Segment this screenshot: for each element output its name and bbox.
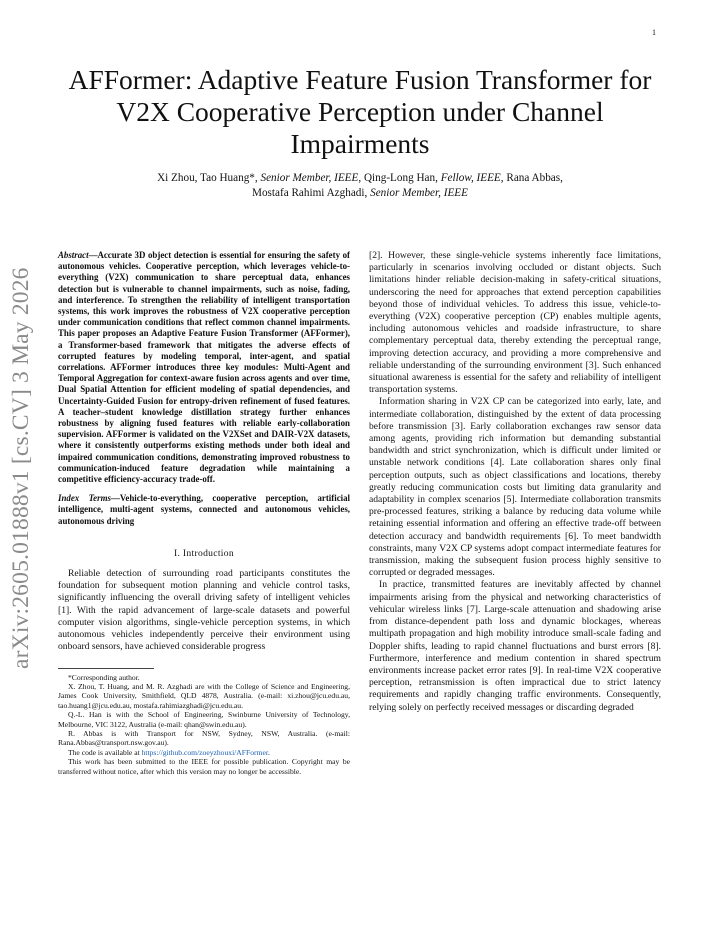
arxiv-identifier: arXiv:2605.01888v1 [cs.CV] 3 May 2026: [8, 267, 34, 669]
footnote-affiliation-2: Q.-L. Han is with the School of Engineering, Swinburne University of Technology, Melbourne, VIC 3122, Australia (e-mail: qhan@swin.edu.au).: [58, 710, 350, 729]
author-names-4: Mostafa Rahimi Azghadi,: [252, 187, 371, 199]
right-paragraph-1: [2]. However, these single-vehicle systems inherently face limitations, particularly in scenarios involving occluded or distant objects. Such limitations hinder reliable decision-making in safety-critical situations, underscoring the need for approaches that extend perception capabilities beyond those of individual vehicles. To address this issue, vehicle-to-everything (V2X) cooperative perception (CP) enables multiple agents, including autonomous vehicles and roadside infrastructure, to share complementary perceptual data, thereby extending the perceptual range, improving detection accuracy, and providing a more comprehensive and reliable understanding of the surrounding environment [3]. Such enhanced situational awareness is essential for the safety and reliability of intelligent transportation systems.: [369, 250, 661, 396]
author-title-2: Fellow, IEEE: [440, 172, 501, 184]
footnote-code-text: The code is available at: [68, 747, 142, 757]
abstract-text: —Accurate 3D object detection is essential for ensuring the safety of autonomous vehicles. Cooperative perception, which leverages vehicle-to-everything (V2X) communication to share perceptual data, enhances detection but is vulnerable to channel impairments, such as noise, fading, and interference. To strengthen the reliability of intelligent transportation systems, this work improves the robustness of V2X cooperative perception under communication conditions that reflect common channel impairments. This paper proposes an Adaptive Feature Fusion Transformer (AFFormer), a Transformer-based framework that mitigates the adverse effects of corrupted features by modeling temporal, inter-agent, and spatial correlations. AFFormer introduces three key modules: Multi-Agent and Temporal Aggregation for context-aware fusion across agents and over time, Dual Spatial Attention for efficient modeling of spatial dependencies, and Uncertainty-Guided Fusion for entropy-driven refinement of fused features. A teacher–student knowledge distillation strategy further enhances robustness by aligning fused features with reliable early-collaboration supervision. AFFormer is validated on the V2XSet and DAIR-V2X datasets, where it consistently outperforms existing methods under both ideal and impaired communication conditions, demonstrating improved robustness to communication-induced feature degradation while maintaining a competitive efficiency-accuracy trade-off.: [58, 250, 350, 485]
paper-title: AFFormer: Adaptive Feature Fusion Transformer for V2X Cooperative Perception under Channel Impairments: [68, 64, 652, 159]
intro-paragraph: Reliable detection of surrounding road participants constitutes the foundation for subsequent motion planning and vehicle control tasks, significantly influencing the overall driving safety of intelligent vehicles [1]. With the rapid advancement of large-scale datasets and powerful computer vision algorithms, single-vehicle perception systems, in which autonomous vehicles independently perceive their environment using onboard sensors, have achieved considerable progress: [58, 568, 350, 653]
footnote-affiliation-3: R. Abbas is with Transport for NSW, Sydney, NSW, Australia. (e-mail: Rana.Abbas@transport.nsw.gov.au).: [58, 728, 350, 748]
index-terms-lead: Index Terms: [58, 493, 111, 504]
author-names-1: Xi Zhou, Tao Huang*,: [157, 172, 261, 184]
right-paragraph-3: In practice, transmitted features are inevitably affected by channel impairments arising from the physical and networking characteristics of vehicular wireless links [7]. Large-scale attenuation and shadowing arise from distance-dependent path loss and dynamic blockages, whereas multipath propagation and high mobility introduce small-scale fading and Doppler shifts, leading to rapid channel fluctuations and burst errors [8]. Furthermore, interference and medium contention in shared spectrum environments increase packet error rates [9]. In real-time V2X cooperative perception, retransmission is often impractical due to strict latency requirements and rapidly changing traffic environments. Consequently, relying solely on perfectly received messages or discarding degraded: [369, 579, 661, 713]
right-paragraph-2: Information sharing in V2X CP can be categorized into early, late, and intermediate collaboration, distinguished by the extent of data processing before transmission [3]. Early collaboration exchanges raw sensor data among agents, providing rich information but demanding substantial bandwidth and strict synchronization, which is difficult under limited or unstable network conditions [4]. Late collaboration shares only final perception outputs, such as object classifications and locations, thereby greatly reducing communication costs but limiting data granularity and adaptability in complex scenarios [5]. Intermediate collaboration transmits pre-processed features, striking a balance by reducing data volume while retaining essential information and offering an effective trade-off between detection accuracy and bandwidth requirements [6]. To meet bandwidth constraints, many V2X CP systems adopt compact intermediate features for transmission, making the subsequent fusion process highly sensitive to corrupted or degraded messages.: [369, 396, 661, 579]
footnote-divider: [58, 668, 154, 669]
footnote-corresponding: *Corresponding author.: [68, 672, 140, 682]
abstract-lead: Abstract: [58, 250, 89, 260]
index-terms: [58, 493, 350, 527]
section-heading-introduction: I. Introduction: [174, 547, 234, 559]
author-names-3: , Rana Abbas,: [500, 172, 563, 184]
right-column: [369, 250, 661, 714]
author-names-2: , Qing-Long Han,: [358, 172, 441, 184]
page-number: 1: [652, 28, 656, 37]
index-terms-text: —Vehicle-to-everything, cooperative perception, artificial intelligence, multi-agent systems, connected and autonomous vehicles, autonomous driving: [58, 493, 350, 526]
author-list: [60, 171, 660, 201]
author-title-1: Senior Member, IEEE: [260, 172, 359, 184]
footnote-copyright: This work has been submitted to the IEEE for possible publication. Copyright may be transferred without notice, after which this version may no longer be accessible.: [58, 757, 350, 776]
footnote-affiliation-1: X. Zhou, T. Huang, and M. R. Azghadi are with the College of Science and Engineering, James Cook University, Smithfield, QLD 4878, Australia. (e-mail: xi.zhou@jcu.edu.au, tao.huang1@jcu.edu.au, mostafa.rahimiazghadi@jcu.edu.au.: [58, 681, 350, 710]
code-link[interactable]: https://github.com/zoeyzhouxi/AFFormer: [141, 747, 268, 757]
author-title-3: Senior Member, IEEE: [370, 187, 468, 199]
footnote-code: [58, 748, 350, 757]
abstract: [58, 250, 350, 485]
footnotes: [58, 673, 350, 776]
footnote-code-end: .: [267, 747, 270, 757]
left-column: [58, 250, 350, 776]
